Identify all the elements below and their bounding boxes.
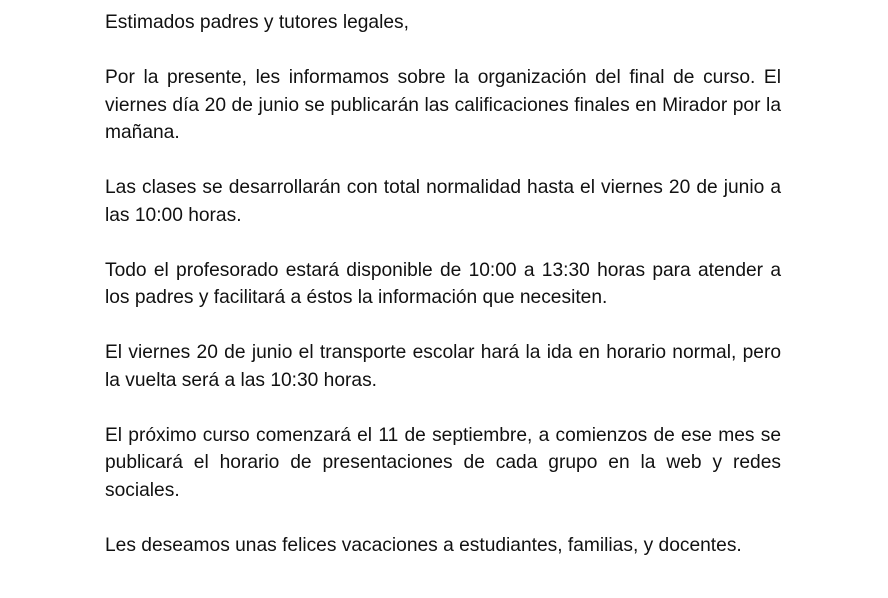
paragraph-transport: El viernes 20 de junio el transporte escolar hará la ida en horario normal, pero la vuelta será a las 10:30 horas. — [105, 342, 781, 391]
paragraph-grades: Por la presente, les informamos sobre la organización del final de curso. El viernes día 20 de junio se publicarán las calificaciones finales en Mirador por la mañana. — [105, 67, 781, 143]
salutation: Estimados padres y tutores legales, — [105, 12, 409, 33]
paragraph-closing: Les deseamos unas felices vacaciones a estudiantes, familias, y docentes. — [105, 534, 742, 556]
paragraph-teachers: Todo el profesorado estará disponible de 10:00 a 13:30 horas para atender a los padres y facilitará a éstos la información que necesiten. — [105, 259, 781, 308]
paragraph-next-course: El próximo curso comenzará el 11 de septiembre, a comienzos de ese mes se publicará el horario de presentaciones de cada grupo en la web y redes sociales. — [105, 424, 781, 501]
paragraph-classes: Las clases se desarrollarán con total normalidad hasta el viernes 20 de junio a las 10:00 horas. — [105, 177, 781, 226]
letter-body — [105, 9, 781, 559]
